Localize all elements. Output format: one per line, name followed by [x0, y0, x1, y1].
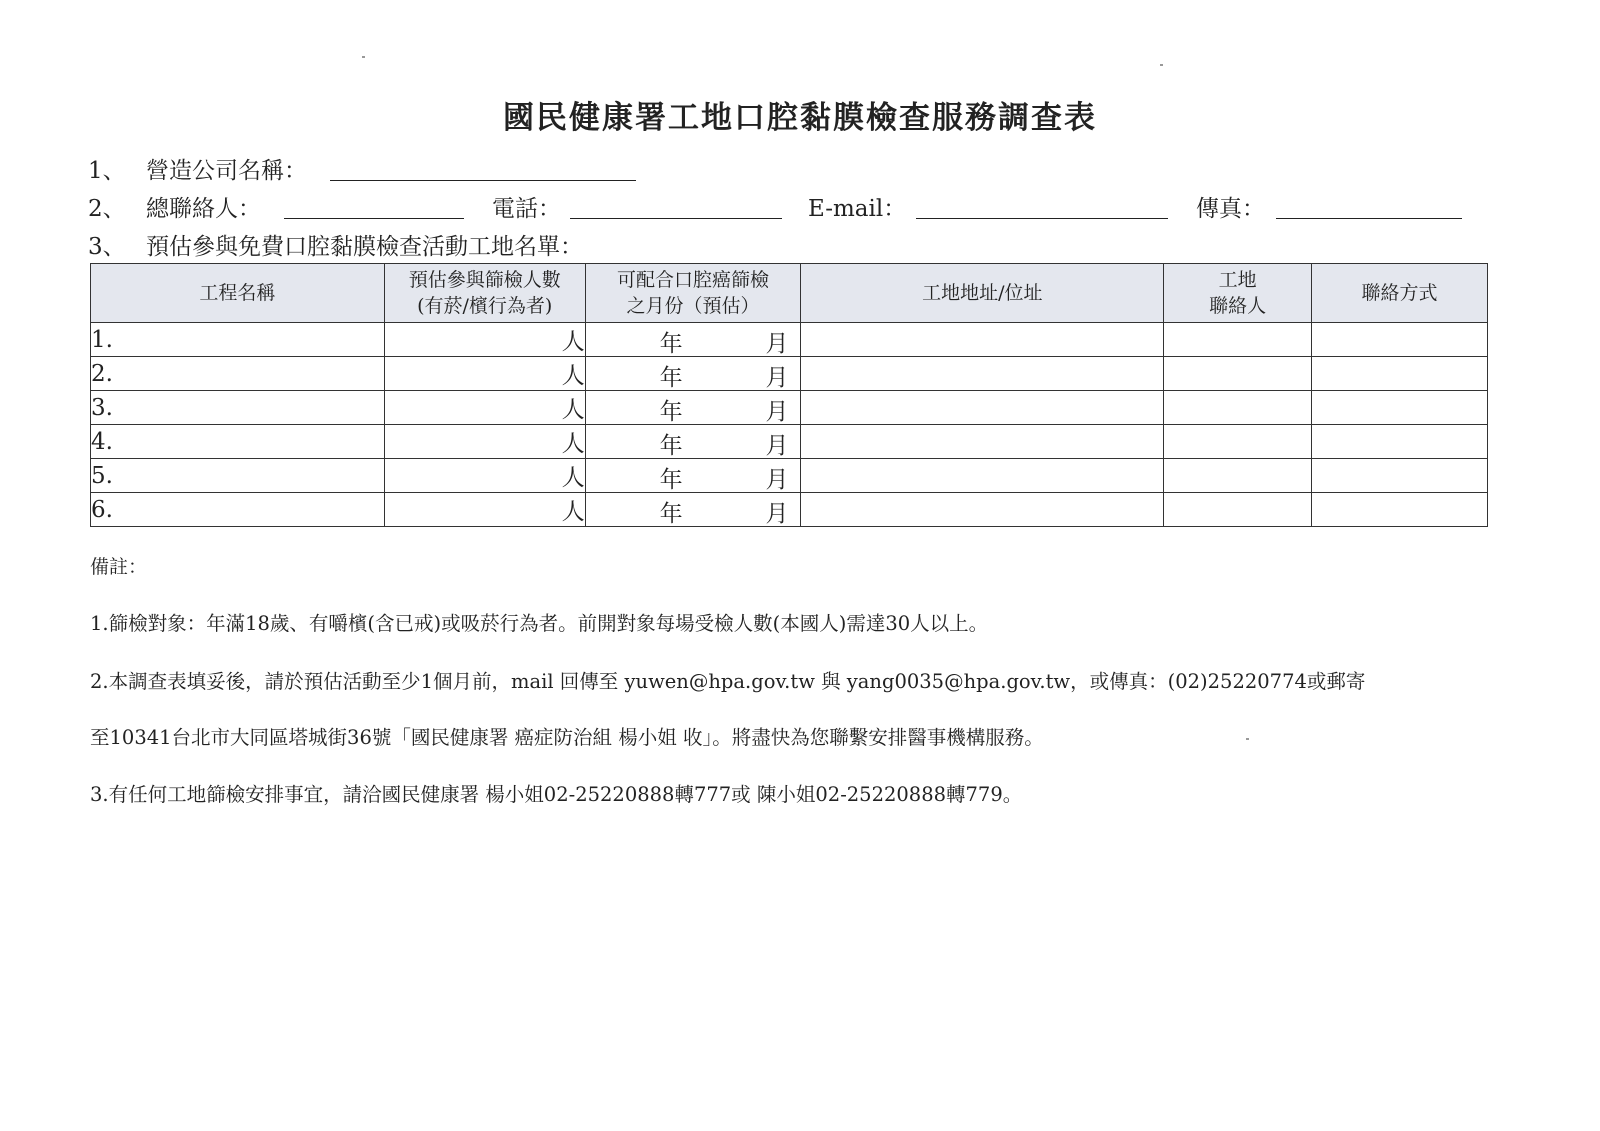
- header-site-contact-line1: 工地: [1218, 269, 1257, 291]
- contact-person-label: 總聯絡人：: [146, 196, 261, 222]
- contact-person-blank[interactable]: [284, 218, 464, 219]
- address-cell[interactable]: [801, 493, 1164, 527]
- month-cell[interactable]: [585, 493, 801, 527]
- site-contact-cell[interactable]: [1164, 323, 1312, 357]
- table-row: [91, 493, 1488, 527]
- phone-label: 電話：: [492, 196, 561, 222]
- contact-method-cell[interactable]: [1312, 493, 1488, 527]
- note-2-line1: 2.本調查表填妥後，請於預估活動至少1個月前，mail 回傳至 yuwen@hpa.gov.tw 與 yang0035@hpa.gov.tw，或傳真：(02)25220774或郵寄: [90, 670, 1366, 693]
- month-unit: 月: [765, 501, 789, 527]
- address-cell[interactable]: [801, 391, 1164, 425]
- site-contact-cell[interactable]: [1164, 391, 1312, 425]
- header-contact-method: 聯絡方式: [1312, 264, 1488, 323]
- contact-method-cell[interactable]: [1312, 357, 1488, 391]
- company-name-label: 營造公司名稱：: [146, 158, 307, 184]
- address-cell[interactable]: [801, 425, 1164, 459]
- company-name-blank[interactable]: [330, 180, 636, 181]
- participants-cell[interactable]: 人: [384, 493, 585, 527]
- row-number-cell[interactable]: 5.: [91, 459, 385, 493]
- month-cell[interactable]: [585, 391, 801, 425]
- address-cell[interactable]: [801, 357, 1164, 391]
- header-site-contact: [1164, 264, 1312, 323]
- email-blank[interactable]: [916, 218, 1168, 219]
- row-number-cell[interactable]: 4.: [91, 425, 385, 459]
- contact-method-cell[interactable]: [1312, 323, 1488, 357]
- row-number-cell[interactable]: 2.: [91, 357, 385, 391]
- site-contact-cell[interactable]: [1164, 459, 1312, 493]
- table-header-row: [91, 264, 1488, 323]
- header-month-line1: 可配合口腔癌篩檢: [617, 269, 770, 291]
- contact-method-cell[interactable]: [1312, 425, 1488, 459]
- year-unit: 年: [659, 467, 683, 493]
- item-number: 1、: [88, 158, 126, 184]
- phone-blank[interactable]: [570, 218, 782, 219]
- table-row: [91, 459, 1488, 493]
- month-cell[interactable]: [585, 459, 801, 493]
- fax-label: 傳真：: [1196, 196, 1265, 222]
- participants-cell[interactable]: 人: [384, 391, 585, 425]
- table-row: [91, 391, 1488, 425]
- month-unit: 月: [765, 467, 789, 493]
- year-unit: 年: [659, 433, 683, 459]
- contact-method-cell[interactable]: [1312, 459, 1488, 493]
- participants-cell[interactable]: 人: [384, 425, 585, 459]
- month-unit: 月: [765, 365, 789, 391]
- header-month: [585, 264, 801, 323]
- table-row: [91, 323, 1488, 357]
- notes-label: 備註：: [90, 556, 148, 578]
- row-number-cell[interactable]: 1.: [91, 323, 385, 357]
- site-list-table: [90, 263, 1488, 527]
- month-cell[interactable]: [585, 357, 801, 391]
- participants-cell[interactable]: 人: [384, 459, 585, 493]
- participants-cell[interactable]: 人: [384, 323, 585, 357]
- participants-cell[interactable]: 人: [384, 357, 585, 391]
- row-number-cell[interactable]: 3.: [91, 391, 385, 425]
- header-address: 工地地址/位址: [801, 264, 1164, 323]
- site-contact-cell[interactable]: [1164, 357, 1312, 391]
- header-participants-line2: (有菸/檳行為者): [417, 295, 553, 317]
- month-unit: 月: [765, 399, 789, 425]
- site-contact-cell[interactable]: [1164, 425, 1312, 459]
- year-unit: 年: [659, 501, 683, 527]
- header-site-contact-line2: 聯絡人: [1209, 295, 1267, 317]
- address-cell[interactable]: [801, 459, 1164, 493]
- header-project-name: 工程名稱: [91, 264, 385, 323]
- month-unit: 月: [765, 433, 789, 459]
- scan-speck: [1246, 738, 1249, 740]
- item-number: 3、: [88, 234, 126, 260]
- header-participants: [384, 264, 585, 323]
- note-3: 3.有任何工地篩檢安排事宜，請洽國民健康署 楊小姐02-25220888轉777或 陳小姐02-25220888轉779。: [90, 783, 1023, 806]
- company-field-row: [88, 152, 307, 185]
- table-row: [91, 425, 1488, 459]
- header-month-line2: 之月份（預估）: [626, 295, 760, 317]
- contact-field-row: [88, 190, 261, 223]
- email-label: E-mail：: [808, 196, 907, 222]
- contact-method-cell[interactable]: [1312, 391, 1488, 425]
- row-number-cell[interactable]: 6.: [91, 493, 385, 527]
- scan-speck: [362, 56, 365, 58]
- note-2-line2: 至10341台北市大同區塔城街36號「國民健康署 癌症防治組 楊小姐 收」。將盡快為您聯繫安排醫事機構服務。: [90, 726, 1044, 749]
- note-1: 1.篩檢對象：年滿18歲、有嚼檳(含已戒)或吸菸行為者。前開對象每場受檢人數(本國人)需達30人以上。: [90, 612, 989, 635]
- scan-speck: [1160, 64, 1163, 66]
- site-list-heading-row: [88, 228, 583, 261]
- header-participants-line1: 預估參與篩檢人數: [408, 269, 561, 291]
- month-cell[interactable]: [585, 425, 801, 459]
- month-unit: 月: [765, 331, 789, 357]
- site-list-heading: 預估參與免費口腔黏膜檢查活動工地名單：: [146, 234, 583, 260]
- year-unit: 年: [659, 331, 683, 357]
- year-unit: 年: [659, 399, 683, 425]
- table-row: [91, 357, 1488, 391]
- year-unit: 年: [659, 365, 683, 391]
- month-cell[interactable]: [585, 323, 801, 357]
- form-title: 國民健康署工地口腔黏膜檢查服務調查表: [503, 100, 1097, 136]
- fax-blank[interactable]: [1276, 218, 1462, 219]
- site-contact-cell[interactable]: [1164, 493, 1312, 527]
- item-number: 2、: [88, 196, 126, 222]
- address-cell[interactable]: [801, 323, 1164, 357]
